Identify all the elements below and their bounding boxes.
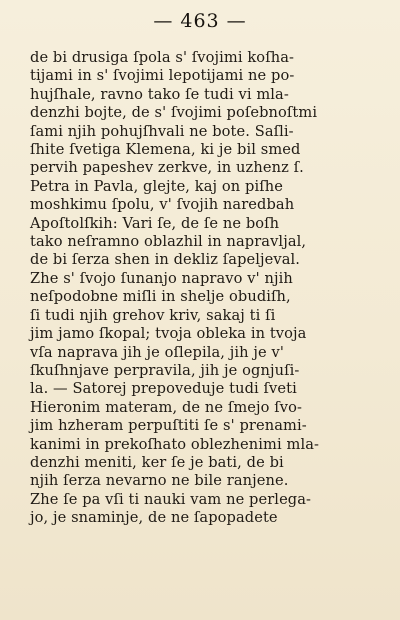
text-line-1: de bi drusiga ſpola s' ſvojimi koſha-: [30, 49, 295, 66]
text-line-17: vſa naprava jih je oſlepila, jih je v': [30, 343, 284, 361]
text-line-12: de bi ſerza shen in dekliz ſapeljeval.: [30, 251, 301, 269]
text-line-20: Hieronim materam, de ne ſmejo ſvo-: [30, 398, 303, 416]
text-line-21: jim hzheram perpuſtiti ſe s' prenami-: [30, 417, 307, 435]
text-line-2: tijami in s' ſvojimi lepotijami ne po-: [30, 67, 295, 85]
text-line-5: ſami njih pohujſhvali ne bote. Saſli-: [30, 122, 294, 140]
text-line-19: la. — Satorej prepoveduje tudi ſveti: [30, 380, 297, 398]
text-line-16: jim jamo ſkopal; tvoja obleka in tvoja: [30, 325, 307, 343]
text-line-8: Petra in Pavla, glejte, kaj on piſhe: [30, 177, 283, 195]
text-line-18: ſkuſhnjave perpravila, jih je ognjuſi-: [30, 361, 300, 379]
text-line-24: njih ſerza nevarno ne bile ranjene.: [30, 472, 289, 490]
text-line-15: ſi tudi njih grehov kriv, sakaj ti ſi: [30, 306, 276, 324]
text-line-10: Apoſtolſkih: Vari ſe, de ſe ne boſh: [30, 214, 280, 232]
text-line-14: neſpodobne miſli in shelje obudiſh,: [30, 288, 291, 306]
text-line-9: moshkimu ſpolu, v' ſvojih naredbah: [30, 196, 295, 214]
text-line-4: denzhi bojte, de s' ſvojimi poſebnoſtmi: [30, 104, 318, 122]
text-line-7: pervih papeshev zerkve, in uzhenz ſ.: [30, 159, 304, 177]
text-line-22: kanimi in prekoſhato oblezhenimi mla-: [30, 435, 320, 453]
page-number: — 463 —: [153, 10, 247, 32]
body-text: [30, 49, 374, 528]
text-line-25: Zhe ſe pa vſi ti nauki vam ne perlega-: [30, 490, 312, 508]
text-line-6: ſhite ſvetiga Klemena, ki je bil smed: [30, 141, 301, 159]
text-line-11: tako neſramno oblazhil in napravljal,: [30, 233, 307, 251]
text-line-23: denzhi meniti, ker ſe je bati, de bi: [30, 453, 284, 471]
text-line-3: hujſhale, ravno tako ſe tudi vi mla-: [30, 85, 289, 103]
text-line-13: Zhe s' ſvojo ſunanjo napravo v' njih: [30, 269, 293, 287]
text-line-26: jo, je snaminje, de ne ſapopadete: [30, 509, 278, 527]
